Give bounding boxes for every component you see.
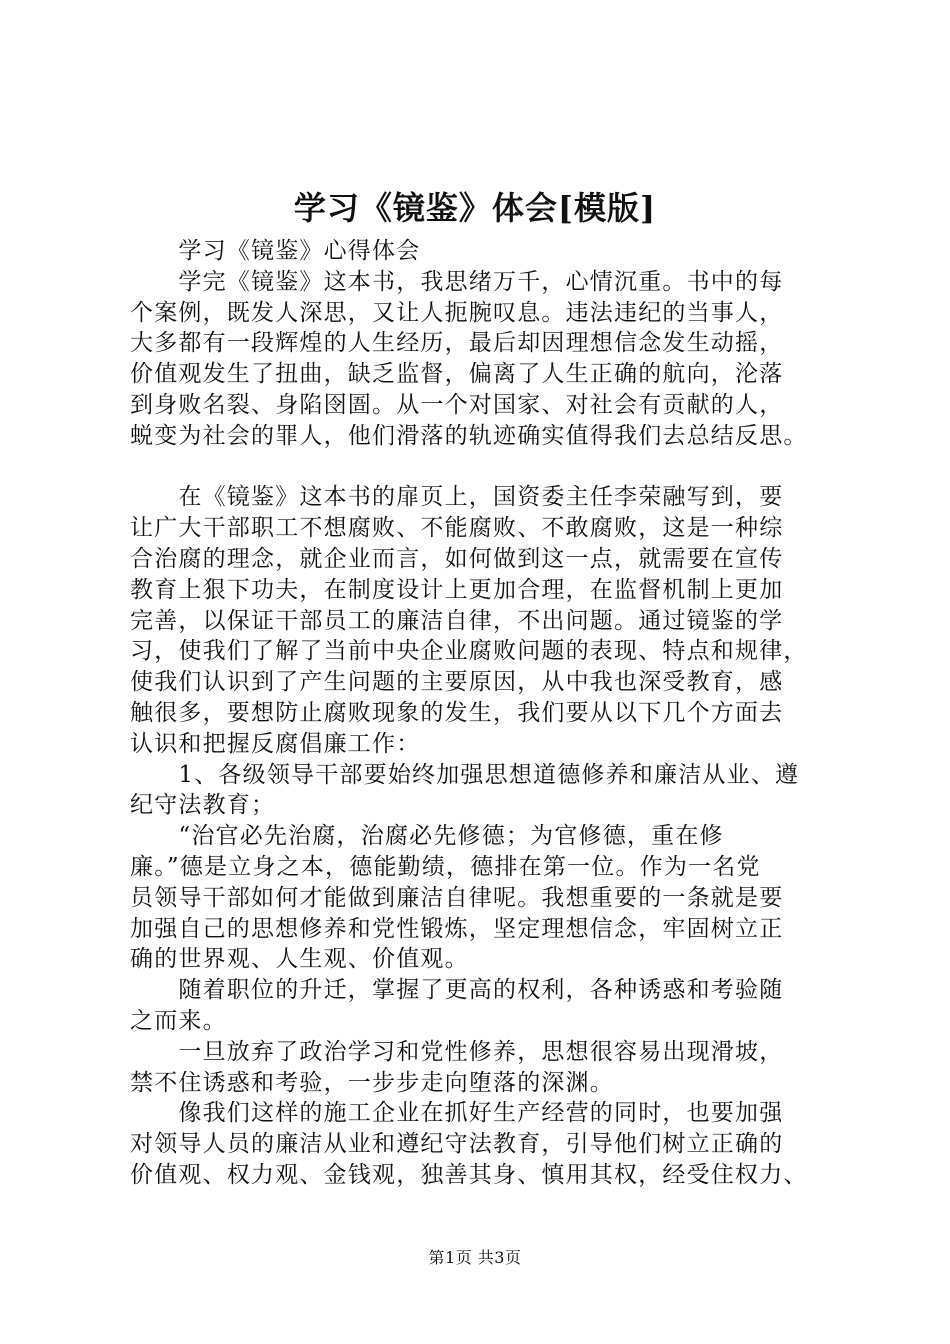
body-text-line: 加强自己的思想修养和党性锻炼，坚定理想信念，牢固树立正 (130, 915, 784, 942)
body-text-line: “治官必先治腐，治腐必先修德；为官修德，重在修 (130, 823, 724, 850)
body-text-line: 之而来。 (130, 1007, 227, 1034)
body-text-line: 员领导干部如何才能做到廉洁自律呢。我想重要的一条就是要 (130, 884, 784, 911)
body-text-line: 对领导人员的廉洁从业和遵纪守法教育，引导他们树立正确的 (130, 1131, 784, 1158)
body-text-line: 合治腐的理念，就企业而言，如何做到这一点，就需要在宣传 (130, 545, 784, 572)
page-footer: 第1页 共3页 (428, 1248, 522, 1267)
paragraph-gap (130, 452, 832, 483)
body-text-line: 学完《镜鉴》这本书，我思绪万千，心情沉重。书中的每 (130, 268, 784, 295)
body-text-line: 习，使我们了解了当前中央企业腐败问题的表现、特点和规律， (130, 638, 808, 665)
body-text-line: 触很多，要想防止腐败现象的发生，我们要从以下几个方面去 (130, 699, 784, 726)
body-text-line: 廉。”德是立身之本，德能勤绩，德排在第一位。作为一名党 (130, 853, 761, 880)
body-text-line: 个案例，既发人深思，又让人扼腕叹息。违法违纪的当事人， (130, 299, 784, 326)
body-text-line: 像我们这样的施工企业在抓好生产经营的同时，也要加强 (130, 1100, 784, 1127)
body-text-line: 完善，以保证干部员工的廉洁自律，不出问题。通过镜鉴的学 (130, 607, 784, 634)
body-text-line: 使我们认识到了产生问题的主要原因，从中我也深受教育，感 (130, 669, 784, 696)
body-text-line: 认识和把握反腐倡廉工作： (130, 730, 421, 757)
body-text-line: 确的世界观、人生观、价值观。 (130, 946, 469, 973)
body-text-line: 让广大干部职工不想腐败、不能腐败、不敢腐败，这是一种综 (130, 515, 784, 542)
document-title: 学习《镜鉴》体会[模版] (293, 189, 657, 227)
body-text-line: 到身败名裂、身陷囹圄。从一个对国家、对社会有贡献的人， (130, 391, 784, 418)
body-text-line: 禁不住诱惑和考验，一步步走向堕落的深渊。 (130, 1069, 614, 1096)
document-body (130, 236, 832, 1191)
body-text-line: 1、各级领导干部要始终加强思想道德修养和廉洁从业、遵 (130, 761, 800, 788)
body-text-line: 大多都有一段辉煌的人生经历，最后却因理想信念发生动摇， (130, 330, 784, 357)
body-text-line: 学习《镜鉴》心得体会 (130, 238, 421, 264)
body-text-line: 蜕变为社会的罪人，他们滑落的轨迹确实值得我们去总结反思。 (130, 422, 808, 449)
body-text-line: 价值观发生了扭曲，缺乏监督，偏离了人生正确的航向，沦落 (130, 361, 784, 388)
body-text-line: 一旦放弃了政治学习和党性修养，思想很容易出现滑坡， (130, 1038, 784, 1065)
body-text-line: 纪守法教育； (130, 792, 276, 819)
body-text-line: 随着职位的升迁，掌握了更高的权利，各种诱惑和考验随 (130, 977, 784, 1004)
body-text-line: 在《镜鉴》这本书的扉页上，国资委主任李荣融写到，要 (130, 484, 784, 511)
body-text-line: 价值观、权力观、金钱观，独善其身、慎用其权，经受住权力、 (130, 1161, 808, 1188)
body-text-line: 教育上狠下功夫，在制度设计上更加合理，在监督机制上更加 (130, 576, 784, 603)
